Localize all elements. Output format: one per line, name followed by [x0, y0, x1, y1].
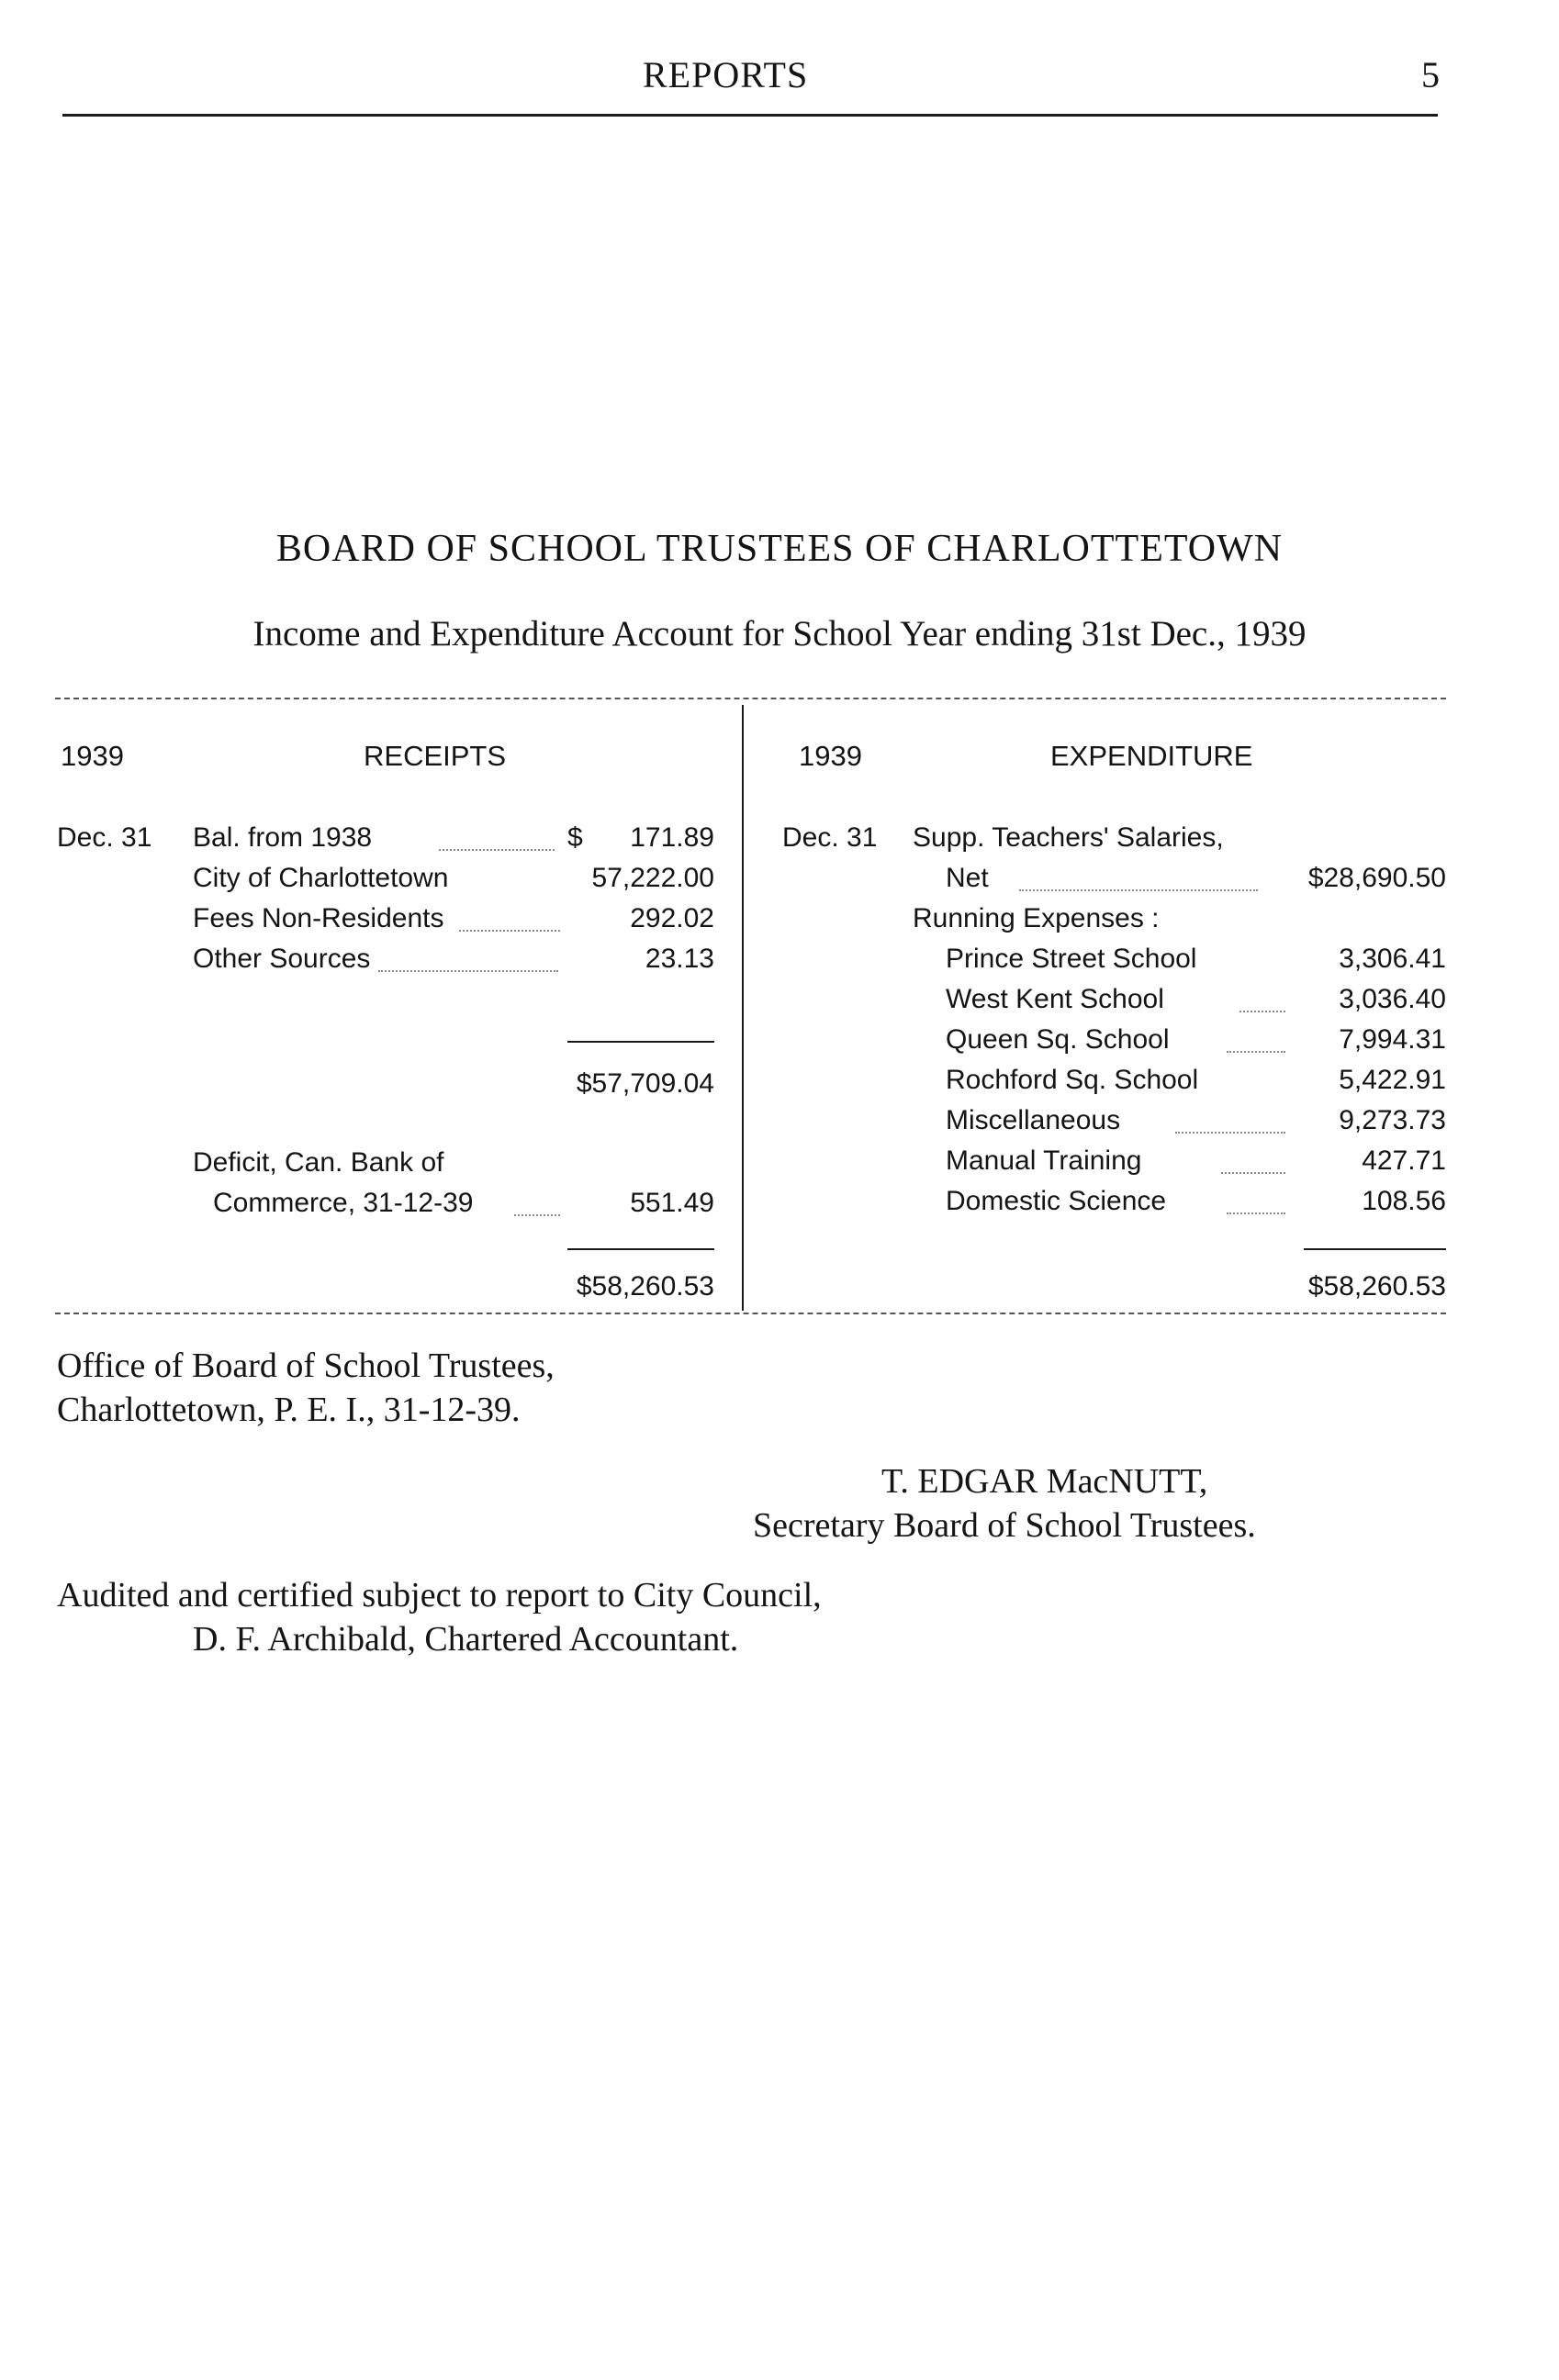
receipt-label: Fees Non-Residents	[193, 903, 444, 933]
document-title: BOARD OF SCHOOL TRUSTEES OF CHARLOTTETOWN	[275, 528, 1284, 570]
supp-label-line2: Net	[946, 863, 989, 893]
signature-title: Secretary Board of School Trustees.	[753, 1506, 1256, 1545]
dot-leader	[514, 1214, 560, 1216]
receipt-amount: 292.02	[630, 903, 714, 933]
dot-leader	[378, 970, 558, 972]
expenditure-heading: EXPENDITURE	[1050, 740, 1253, 772]
dot-leader	[1019, 889, 1258, 891]
expenditure-label: Manual Training	[946, 1145, 1142, 1176]
running-head: REPORTS	[643, 54, 809, 95]
expenditure-amount: 108.56	[1362, 1186, 1446, 1216]
header-rule	[62, 114, 1438, 117]
column-divider	[742, 705, 744, 1311]
expenditure-amount: 7,994.31	[1339, 1024, 1446, 1055]
dot-leader	[1239, 1011, 1285, 1012]
expenditure-amount: 3,306.41	[1339, 944, 1446, 974]
receipt-currency: $	[567, 822, 583, 853]
receipt-amount: 23.13	[645, 944, 714, 974]
receipts-total-rule	[567, 1248, 714, 1250]
dot-leader	[1221, 1172, 1285, 1174]
expenditure-label: Prince Street School	[946, 944, 1197, 974]
expenditure-amount: 5,422.91	[1339, 1065, 1446, 1095]
receipt-label: Bal. from 1938	[193, 822, 373, 853]
receipts-year: 1939	[61, 740, 124, 772]
expenditure-amount: 3,036.40	[1339, 984, 1446, 1014]
expenditure-date: Dec. 31	[782, 822, 878, 853]
dot-leader	[1227, 1212, 1285, 1214]
expenditure-total-rule	[1304, 1248, 1446, 1250]
table-bottom-rule	[55, 1313, 1446, 1314]
expenditure-label: Rochford Sq. School	[946, 1065, 1199, 1095]
deficit-label-line2: Commerce, 31-12-39	[213, 1188, 474, 1218]
dot-leader	[439, 849, 555, 851]
expenditure-label: Queen Sq. School	[946, 1024, 1170, 1055]
table-top-rule	[55, 698, 1446, 699]
expenditure-amount: 9,273.73	[1339, 1105, 1446, 1135]
expenditure-amount: 427.71	[1362, 1145, 1446, 1176]
dot-leader	[459, 930, 560, 932]
supp-label-line1: Supp. Teachers' Salaries,	[913, 822, 1224, 853]
supp-amount: $28,690.50	[1307, 863, 1446, 893]
office-line1: Office of Board of School Trustees,	[57, 1346, 555, 1385]
dot-leader	[1227, 1051, 1285, 1053]
running-expenses-label: Running Expenses :	[913, 903, 1160, 933]
receipt-label: Other Sources	[193, 944, 371, 974]
audit-line1: Audited and certified subject to report to City Council,	[57, 1576, 822, 1615]
deficit-label-line1: Deficit, Can. Bank of	[193, 1147, 444, 1178]
receipts-subtotal: $57,709.04	[576, 1068, 714, 1099]
dot-leader	[1175, 1132, 1285, 1134]
receipts-heading: RECEIPTS	[364, 740, 507, 772]
signature-name: T. EDGAR MacNUTT,	[881, 1462, 1208, 1501]
receipt-amount: 57,222.00	[591, 863, 714, 893]
page-number: 5	[1421, 54, 1440, 95]
receipts-subtotal-rule	[567, 1041, 714, 1043]
receipts-total: $58,260.53	[576, 1271, 714, 1302]
document-subtitle: Income and Expenditure Account for School Year ending 31st Dec., 1939	[252, 614, 1307, 654]
audit-line2: D. F. Archibald, Chartered Accountant.	[193, 1620, 739, 1659]
expenditure-label: Domestic Science	[946, 1186, 1167, 1216]
receipt-amount: 171.89	[630, 822, 714, 853]
expenditure-year: 1939	[799, 740, 862, 772]
expenditure-total: $58,260.53	[1307, 1271, 1446, 1302]
expenditure-label: West Kent School	[946, 984, 1164, 1014]
receipt-label: City of Charlottetown	[193, 863, 449, 893]
office-line2: Charlottetown, P. E. I., 31-12-39.	[57, 1391, 521, 1429]
deficit-amount: 551.49	[630, 1188, 714, 1218]
receipts-date: Dec. 31	[57, 822, 152, 853]
expenditure-label: Miscellaneous	[946, 1105, 1121, 1135]
